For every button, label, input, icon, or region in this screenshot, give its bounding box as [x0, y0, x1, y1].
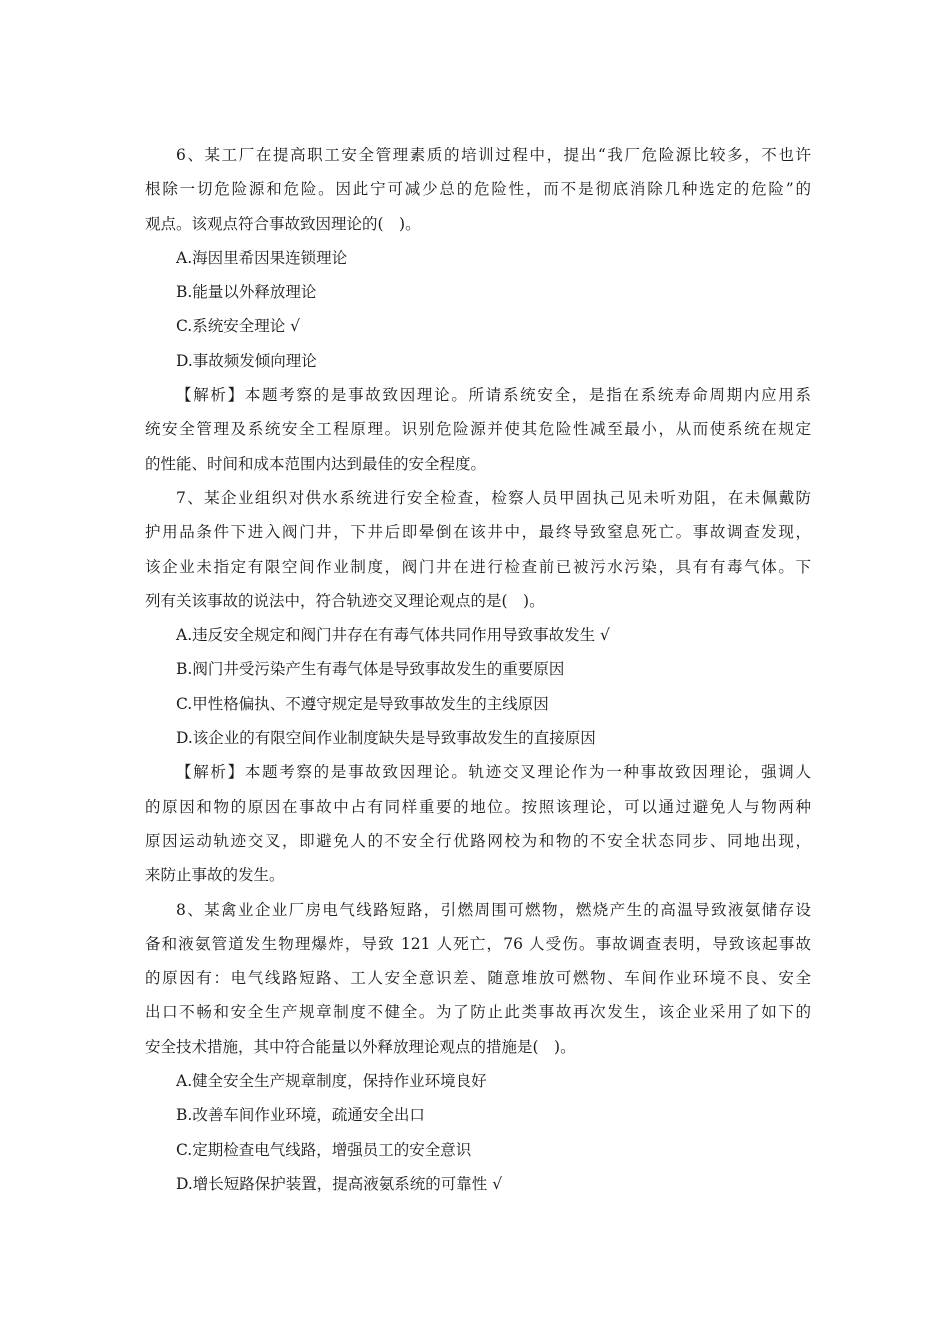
- question-stem-line: 护用品条件下进入阀门井，下井后即晕倒在该井中，最终导致窒息死亡。事故调查发现，: [145, 523, 811, 542]
- analysis-line: 的原因和物的原因在事故中占有同样重要的地位。按照该理论，可以通过避免人与物两种: [145, 797, 811, 816]
- option-d: D.增长短路保护装置，提高液氨系统的可靠性 √: [176, 1174, 503, 1193]
- option-a: A.违反安全规定和阀门井存在有毒气体共同作用导致事故发生 √: [176, 626, 610, 645]
- question-stem-line: 7、某企业组织对供水系统进行安全检查，检察人员甲固执己见未听劝阻，在未佩戴防: [176, 488, 811, 507]
- option-c: C.甲性格偏执、不遵守规定是导致事故发生的主线原因: [176, 694, 549, 713]
- analysis-line: 来防止事故的发生。: [145, 866, 285, 885]
- option-a: A.健全安全生产规章制度，保持作业环境良好: [176, 1072, 487, 1091]
- question-stem-line: 8、某禽业企业厂房电气线路短路，引燃周围可燃物，燃烧产生的高温导致液氨储存设: [176, 900, 811, 919]
- option-c: C.定期检查电气线路，增强员工的安全意识: [176, 1140, 472, 1159]
- question-stem-line: 安全技术措施，其中符合能量以外释放理论观点的措施是( )。: [145, 1037, 576, 1056]
- option-b: B.改善车间作业环境，疏通安全出口: [176, 1106, 425, 1125]
- option-c: C.系统安全理论 √: [176, 317, 301, 336]
- question-7: [145, 481, 811, 893]
- option-b: B.能量以外释放理论: [176, 283, 317, 302]
- question-stem-line: 出口不畅和安全生产规章制度不健全。为了防止此类事故再次发生，该企业采用了如下的: [145, 1003, 811, 1022]
- question-stem-line: 列有关该事故的说法中，符合轨迹交叉理论观点的是( )。: [145, 591, 545, 610]
- question-stem-line: 观点。该观点符合事故致因理论的( )。: [145, 214, 421, 233]
- question-stem-line: 该企业未指定有限空间作业制度，阀门井在进行检查前已被污水污染，具有有毒气体。下: [145, 557, 811, 576]
- analysis-line: 原因运动轨迹交叉，即避免人的不安全行优路网校为和物的不安全状态同步、同地出现，: [145, 831, 811, 850]
- document-page: [145, 138, 811, 1201]
- analysis-line: 【解析】本题考察的是事故致因理论。轨迹交叉理论作为一种事故致因理论，强调人: [176, 763, 811, 782]
- question-stem-line: 6、某工厂在提高职工安全管理素质的培训过程中，提出“我厂危险源比较多，不也许: [176, 146, 811, 164]
- option-b: B.阀门井受污染产生有毒气体是导致事故发生的重要原因: [176, 660, 565, 679]
- analysis-line: 的性能、时间和成本范围内达到最佳的安全程度。: [145, 454, 487, 473]
- analysis-line: 【解析】本题考察的是事故致因理论。所请系统安全，是指在系统寿命周期内应用系: [176, 386, 811, 405]
- analysis-line: 统安全管理及系统安全工程原理。识别危险源并使其危险性减至最小，从而使系统在规定: [145, 420, 811, 439]
- option-d: D.事故频发倾向理论: [176, 351, 317, 370]
- option-d: D.该企业的有限空间作业制度缺失是导致事故发生的直接原因: [176, 729, 596, 748]
- question-6: [145, 138, 811, 481]
- question-stem-line: 备和液氨管道发生物理爆炸，导致 121 人死亡，76 人受伤。事故调查表明，导致该起事故: [145, 934, 811, 953]
- question-8: [145, 893, 811, 1202]
- question-stem-line: 的原因有：电气线路短路、工人安全意识差、随意堆放可燃物、车间作业环境不良、安全: [145, 969, 811, 988]
- question-stem-line: 根除一切危险源和危险。因此宁可减少总的危险性，而不是彻底消除几种选定的危险”的: [145, 180, 811, 199]
- option-a: A.海因里希因果连锁理论: [176, 248, 348, 267]
